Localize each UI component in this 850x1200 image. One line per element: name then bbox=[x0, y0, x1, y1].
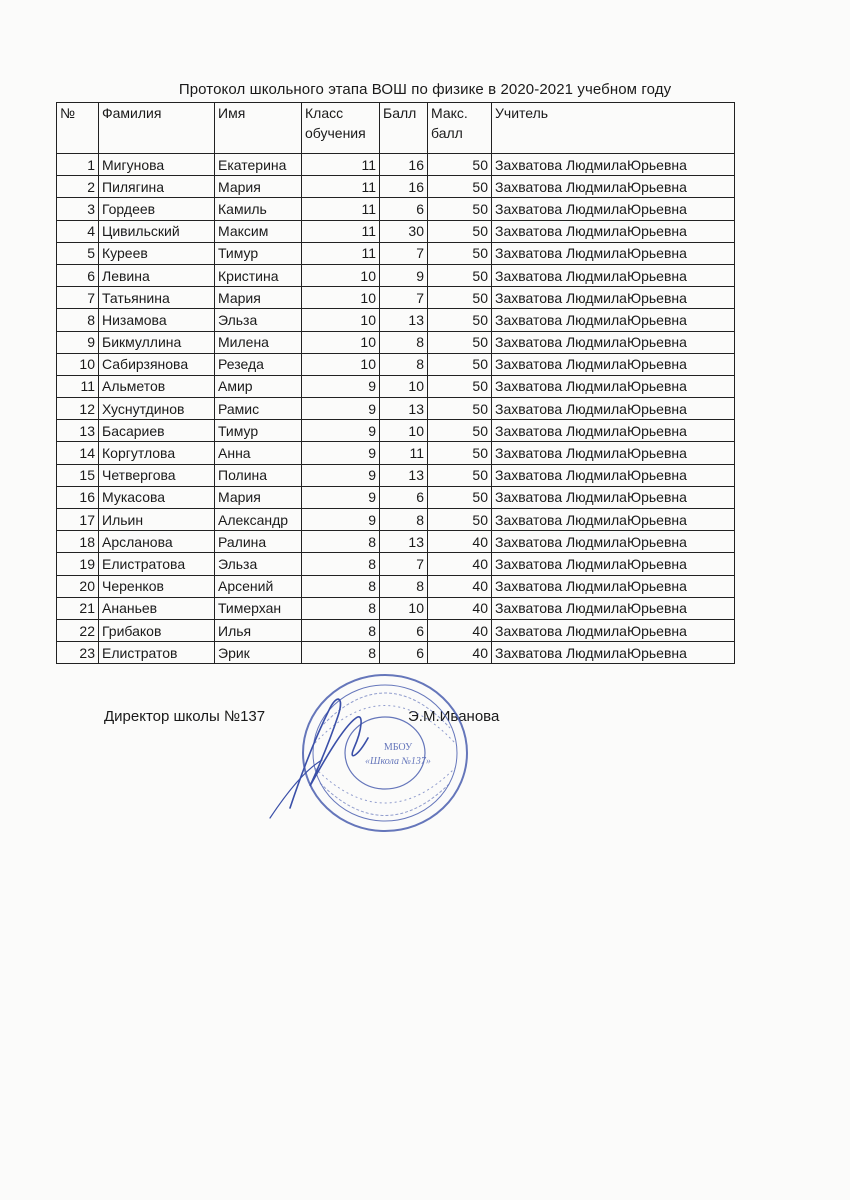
row-surname: Пилягина bbox=[99, 176, 215, 198]
row-number: 10 bbox=[57, 353, 99, 375]
results-table bbox=[56, 102, 735, 664]
row-grade: 8 bbox=[302, 597, 380, 619]
row-grade: 8 bbox=[302, 553, 380, 575]
row-number: 18 bbox=[57, 531, 99, 553]
row-score: 9 bbox=[380, 264, 428, 286]
row-teacher: Захватова ЛюдмилаЮрьевна bbox=[492, 553, 735, 575]
director-label: Директор школы №137 bbox=[104, 708, 266, 725]
row-number: 17 bbox=[57, 509, 99, 531]
row-grade: 10 bbox=[302, 309, 380, 331]
stamp-center-line1: МБОУ bbox=[383, 742, 413, 753]
table-row bbox=[57, 398, 735, 420]
row-teacher: Захватова ЛюдмилаЮрьевна bbox=[492, 353, 735, 375]
header-name: Имя bbox=[215, 103, 302, 154]
row-name: Резеда bbox=[215, 353, 302, 375]
row-score: 11 bbox=[380, 442, 428, 464]
row-surname: Ильин bbox=[99, 509, 215, 531]
header-score: Балл bbox=[380, 103, 428, 154]
row-max-score: 40 bbox=[428, 642, 492, 664]
table-row bbox=[57, 220, 735, 242]
row-surname: Хуснутдинов bbox=[99, 398, 215, 420]
row-max-score: 40 bbox=[428, 553, 492, 575]
row-teacher: Захватова ЛюдмилаЮрьевна bbox=[492, 331, 735, 353]
school-stamp bbox=[260, 668, 490, 838]
row-score: 16 bbox=[380, 154, 428, 176]
row-max-score: 40 bbox=[428, 619, 492, 641]
row-name: Камиль bbox=[215, 198, 302, 220]
row-grade: 11 bbox=[302, 220, 380, 242]
row-teacher: Захватова ЛюдмилаЮрьевна bbox=[492, 619, 735, 641]
row-score: 8 bbox=[380, 575, 428, 597]
row-teacher: Захватова ЛюдмилаЮрьевна bbox=[492, 198, 735, 220]
row-surname: Басариев bbox=[99, 420, 215, 442]
row-teacher: Захватова ЛюдмилаЮрьевна bbox=[492, 509, 735, 531]
row-number: 7 bbox=[57, 287, 99, 309]
row-teacher: Захватова ЛюдмилаЮрьевна bbox=[492, 486, 735, 508]
row-score: 16 bbox=[380, 176, 428, 198]
row-score: 10 bbox=[380, 420, 428, 442]
row-name: Анна bbox=[215, 442, 302, 464]
row-teacher: Захватова ЛюдмилаЮрьевна bbox=[492, 242, 735, 264]
row-score: 10 bbox=[380, 375, 428, 397]
table-row bbox=[57, 486, 735, 508]
header-max-line1: Макс. bbox=[431, 105, 468, 121]
row-number: 14 bbox=[57, 442, 99, 464]
table-row bbox=[57, 353, 735, 375]
row-max-score: 50 bbox=[428, 331, 492, 353]
row-score: 8 bbox=[380, 509, 428, 531]
row-score: 6 bbox=[380, 486, 428, 508]
row-grade: 9 bbox=[302, 509, 380, 531]
row-surname: Альметов bbox=[99, 375, 215, 397]
row-max-score: 50 bbox=[428, 287, 492, 309]
table-row bbox=[57, 442, 735, 464]
row-max-score: 50 bbox=[428, 509, 492, 531]
row-name: Мария bbox=[215, 176, 302, 198]
row-max-score: 50 bbox=[428, 353, 492, 375]
row-grade: 8 bbox=[302, 575, 380, 597]
row-number: 3 bbox=[57, 198, 99, 220]
row-surname: Черенков bbox=[99, 575, 215, 597]
row-number: 11 bbox=[57, 375, 99, 397]
row-name: Тимур bbox=[215, 242, 302, 264]
row-name: Эрик bbox=[215, 642, 302, 664]
row-name: Амир bbox=[215, 375, 302, 397]
row-score: 13 bbox=[380, 531, 428, 553]
row-score: 8 bbox=[380, 353, 428, 375]
row-teacher: Захватова ЛюдмилаЮрьевна bbox=[492, 442, 735, 464]
row-teacher: Захватова ЛюдмилаЮрьевна bbox=[492, 575, 735, 597]
row-number: 16 bbox=[57, 486, 99, 508]
stamp-ring-text-strokes bbox=[315, 693, 455, 816]
row-number: 12 bbox=[57, 398, 99, 420]
row-surname: Бикмуллина bbox=[99, 331, 215, 353]
row-max-score: 50 bbox=[428, 176, 492, 198]
row-teacher: Захватова ЛюдмилаЮрьевна bbox=[492, 464, 735, 486]
row-number: 13 bbox=[57, 420, 99, 442]
table-row bbox=[57, 154, 735, 176]
row-number: 22 bbox=[57, 619, 99, 641]
row-max-score: 40 bbox=[428, 531, 492, 553]
row-grade: 8 bbox=[302, 619, 380, 641]
row-grade: 8 bbox=[302, 642, 380, 664]
row-teacher: Захватова ЛюдмилаЮрьевна bbox=[492, 220, 735, 242]
row-surname: Татьянина bbox=[99, 287, 215, 309]
table-row bbox=[57, 198, 735, 220]
row-max-score: 50 bbox=[428, 220, 492, 242]
row-grade: 9 bbox=[302, 486, 380, 508]
row-surname: Елистратова bbox=[99, 553, 215, 575]
row-score: 30 bbox=[380, 220, 428, 242]
row-number: 23 bbox=[57, 642, 99, 664]
row-teacher: Захватова ЛюдмилаЮрьевна bbox=[492, 309, 735, 331]
row-teacher: Захватова ЛюдмилаЮрьевна bbox=[492, 264, 735, 286]
row-max-score: 50 bbox=[428, 198, 492, 220]
row-max-score: 50 bbox=[428, 154, 492, 176]
row-max-score: 50 bbox=[428, 442, 492, 464]
table-row bbox=[57, 331, 735, 353]
row-surname: Ананьев bbox=[99, 597, 215, 619]
row-score: 10 bbox=[380, 597, 428, 619]
table-header-row bbox=[57, 103, 735, 154]
header-max-line2: балл bbox=[431, 125, 463, 141]
row-surname: Мигунова bbox=[99, 154, 215, 176]
row-teacher: Захватова ЛюдмилаЮрьевна bbox=[492, 531, 735, 553]
table-row bbox=[57, 287, 735, 309]
page-title: Протокол школьного этапа ВОШ по физике в 2020-2021 учебном году bbox=[178, 81, 672, 98]
row-number: 5 bbox=[57, 242, 99, 264]
row-grade: 11 bbox=[302, 242, 380, 264]
row-teacher: Захватова ЛюдмилаЮрьевна bbox=[492, 398, 735, 420]
row-number: 1 bbox=[57, 154, 99, 176]
table-row bbox=[57, 375, 735, 397]
table-row bbox=[57, 309, 735, 331]
row-number: 21 bbox=[57, 597, 99, 619]
row-name: Александр bbox=[215, 509, 302, 531]
row-score: 6 bbox=[380, 642, 428, 664]
row-name: Эльза bbox=[215, 309, 302, 331]
row-number: 4 bbox=[57, 220, 99, 242]
row-grade: 9 bbox=[302, 398, 380, 420]
row-name: Милена bbox=[215, 331, 302, 353]
header-max bbox=[428, 103, 492, 154]
row-grade: 10 bbox=[302, 264, 380, 286]
header-grade-line1: Класс bbox=[305, 105, 344, 121]
row-grade: 8 bbox=[302, 531, 380, 553]
row-grade: 9 bbox=[302, 442, 380, 464]
row-number: 15 bbox=[57, 464, 99, 486]
row-grade: 9 bbox=[302, 375, 380, 397]
row-name: Тимур bbox=[215, 420, 302, 442]
row-teacher: Захватова ЛюдмилаЮрьевна bbox=[492, 176, 735, 198]
row-teacher: Захватова ЛюдмилаЮрьевна bbox=[492, 597, 735, 619]
row-surname: Сабирзянова bbox=[99, 353, 215, 375]
row-score: 13 bbox=[380, 309, 428, 331]
row-max-score: 50 bbox=[428, 464, 492, 486]
table-row bbox=[57, 553, 735, 575]
header-surname: Фамилия bbox=[99, 103, 215, 154]
row-surname: Арсланова bbox=[99, 531, 215, 553]
row-number: 2 bbox=[57, 176, 99, 198]
row-max-score: 50 bbox=[428, 398, 492, 420]
table-row bbox=[57, 597, 735, 619]
row-grade: 10 bbox=[302, 287, 380, 309]
table-row bbox=[57, 242, 735, 264]
header-teacher: Учитель bbox=[492, 103, 735, 154]
row-max-score: 50 bbox=[428, 420, 492, 442]
row-grade: 11 bbox=[302, 198, 380, 220]
header-grade-line2: обучения bbox=[305, 125, 366, 141]
row-surname: Грибаков bbox=[99, 619, 215, 641]
row-max-score: 50 bbox=[428, 264, 492, 286]
row-grade: 10 bbox=[302, 331, 380, 353]
row-score: 7 bbox=[380, 242, 428, 264]
row-max-score: 50 bbox=[428, 486, 492, 508]
row-teacher: Захватова ЛюдмилаЮрьевна bbox=[492, 420, 735, 442]
row-name: Ралина bbox=[215, 531, 302, 553]
row-name: Полина bbox=[215, 464, 302, 486]
row-teacher: Захватова ЛюдмилаЮрьевна bbox=[492, 154, 735, 176]
table-row bbox=[57, 619, 735, 641]
table-row bbox=[57, 464, 735, 486]
row-grade: 11 bbox=[302, 154, 380, 176]
row-surname: Елистратов bbox=[99, 642, 215, 664]
row-surname: Левина bbox=[99, 264, 215, 286]
row-name: Эльза bbox=[215, 553, 302, 575]
stamp-outer-ring bbox=[303, 675, 467, 831]
row-number: 9 bbox=[57, 331, 99, 353]
row-name: Мария bbox=[215, 486, 302, 508]
table-row bbox=[57, 642, 735, 664]
row-name: Кристина bbox=[215, 264, 302, 286]
row-score: 7 bbox=[380, 287, 428, 309]
row-surname: Коргутлова bbox=[99, 442, 215, 464]
row-score: 6 bbox=[380, 198, 428, 220]
header-grade bbox=[302, 103, 380, 154]
table-row bbox=[57, 575, 735, 597]
row-teacher: Захватова ЛюдмилаЮрьевна bbox=[492, 287, 735, 309]
row-name: Арсений bbox=[215, 575, 302, 597]
row-grade: 11 bbox=[302, 176, 380, 198]
row-max-score: 40 bbox=[428, 597, 492, 619]
row-teacher: Захватова ЛюдмилаЮрьевна bbox=[492, 375, 735, 397]
row-name: Рамис bbox=[215, 398, 302, 420]
row-surname: Четвергова bbox=[99, 464, 215, 486]
row-surname: Низамова bbox=[99, 309, 215, 331]
row-grade: 9 bbox=[302, 420, 380, 442]
table-row bbox=[57, 420, 735, 442]
row-number: 19 bbox=[57, 553, 99, 575]
row-max-score: 50 bbox=[428, 242, 492, 264]
row-surname: Куреев bbox=[99, 242, 215, 264]
header-num: № bbox=[57, 103, 99, 154]
row-max-score: 50 bbox=[428, 309, 492, 331]
table-row bbox=[57, 264, 735, 286]
row-score: 13 bbox=[380, 464, 428, 486]
row-teacher: Захватова ЛюдмилаЮрьевна bbox=[492, 642, 735, 664]
row-score: 13 bbox=[380, 398, 428, 420]
row-number: 6 bbox=[57, 264, 99, 286]
row-score: 6 bbox=[380, 619, 428, 641]
row-surname: Мукасова bbox=[99, 486, 215, 508]
row-surname: Цивильский bbox=[99, 220, 215, 242]
row-number: 8 bbox=[57, 309, 99, 331]
row-grade: 9 bbox=[302, 464, 380, 486]
row-name: Максим bbox=[215, 220, 302, 242]
row-max-score: 50 bbox=[428, 375, 492, 397]
row-score: 7 bbox=[380, 553, 428, 575]
table-row bbox=[57, 176, 735, 198]
row-name: Тимерхан bbox=[215, 597, 302, 619]
row-grade: 10 bbox=[302, 353, 380, 375]
director-name: Э.М.Иванова bbox=[408, 708, 500, 725]
row-number: 20 bbox=[57, 575, 99, 597]
row-name: Илья bbox=[215, 619, 302, 641]
stamp-center-line2: «Школа №137» bbox=[365, 756, 431, 767]
row-name: Мария bbox=[215, 287, 302, 309]
row-surname: Гордеев bbox=[99, 198, 215, 220]
table-row bbox=[57, 509, 735, 531]
row-score: 8 bbox=[380, 331, 428, 353]
row-name: Екатерина bbox=[215, 154, 302, 176]
table-row bbox=[57, 531, 735, 553]
row-max-score: 40 bbox=[428, 575, 492, 597]
